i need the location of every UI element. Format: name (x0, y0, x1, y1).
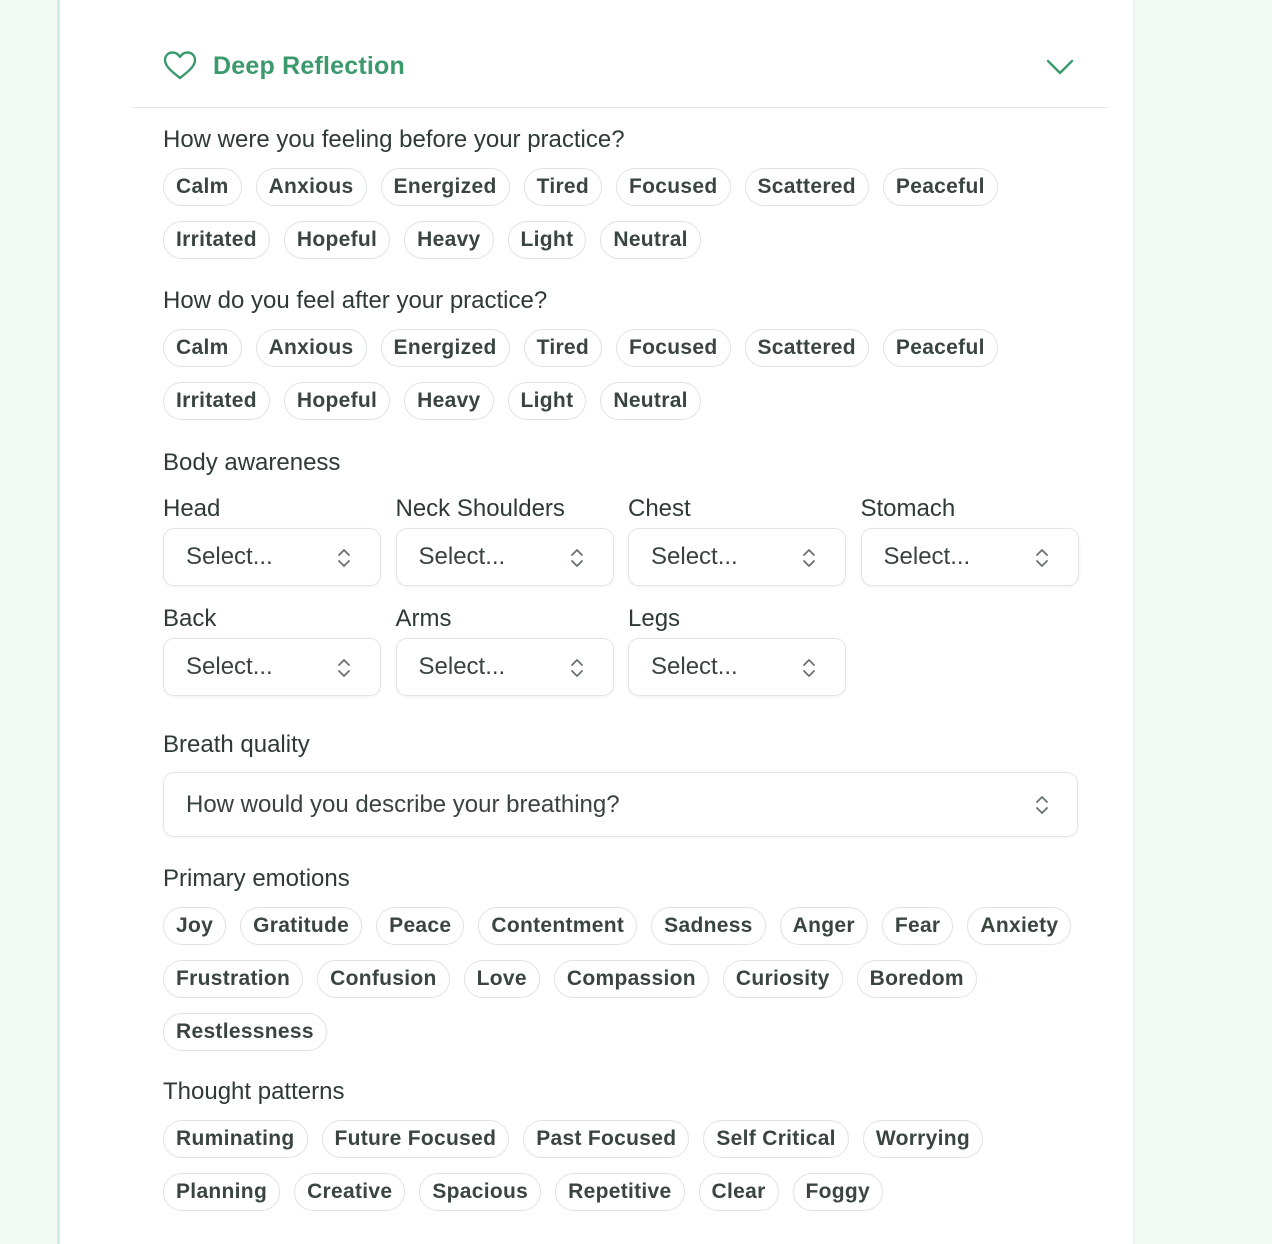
thought-chip[interactable]: Creative (294, 1173, 405, 1211)
body-part-select[interactable] (163, 638, 381, 696)
before-chip[interactable]: Neutral (600, 221, 700, 259)
thought-chip[interactable]: Worrying (863, 1120, 983, 1158)
body-part-label: Head (163, 495, 221, 522)
emotion-chip[interactable]: Love (464, 960, 540, 998)
thought-chip[interactable]: Foggy (793, 1173, 884, 1211)
updown-chevron-icon (336, 658, 352, 678)
before-chip[interactable]: Tired (524, 168, 602, 206)
before-chip-group (163, 168, 1083, 259)
after-chip-group (163, 329, 1083, 420)
after-section (163, 286, 1083, 420)
thought-chip[interactable]: Self Critical (703, 1120, 848, 1158)
body-part-field (163, 606, 381, 696)
before-chip[interactable]: Light (508, 221, 587, 259)
before-chip[interactable]: Focused (616, 168, 730, 206)
after-chip[interactable]: Anxious (256, 329, 367, 367)
chevron-down-icon[interactable] (1045, 58, 1075, 76)
section-header[interactable] (133, 0, 1107, 108)
body-part-select[interactable] (396, 528, 614, 586)
after-chip[interactable]: Heavy (404, 382, 493, 420)
body-part-label: Legs (628, 605, 681, 632)
after-chip[interactable]: Light (508, 382, 587, 420)
updown-chevron-icon (1034, 795, 1050, 815)
emotion-chip[interactable]: Contentment (478, 907, 637, 945)
body-part-select-value: Select... (186, 653, 273, 680)
before-chip[interactable]: Hopeful (284, 221, 390, 259)
updown-chevron-icon (569, 548, 585, 568)
emotion-chip[interactable]: Sadness (651, 907, 765, 945)
body-part-field (163, 496, 381, 586)
heart-outline-icon (163, 51, 197, 81)
after-question: How do you feel after your practice? (163, 287, 548, 314)
updown-chevron-icon (1034, 548, 1050, 568)
body-part-label: Chest (628, 495, 691, 522)
body-part-field (628, 606, 846, 696)
emotion-chip[interactable]: Confusion (317, 960, 450, 998)
body-part-field (861, 496, 1079, 586)
body-part-field (396, 606, 614, 696)
body-part-select[interactable] (628, 638, 846, 696)
before-question: How were you feeling before your practice? (163, 126, 625, 153)
thought-chip[interactable]: Planning (163, 1173, 280, 1211)
body-part-field (628, 496, 846, 586)
emotion-chip[interactable]: Restlessness (163, 1013, 327, 1051)
breath-select-placeholder: How would you describe your breathing? (186, 791, 620, 818)
after-chip[interactable]: Hopeful (284, 382, 390, 420)
thoughts-heading: Thought patterns (163, 1078, 345, 1105)
emotion-chip[interactable]: Fear (882, 907, 954, 945)
emotion-chip[interactable]: Peace (376, 907, 464, 945)
body-part-select-value: Select... (651, 543, 738, 570)
body-part-select-value: Select... (186, 543, 273, 570)
thought-chip[interactable]: Past Focused (523, 1120, 689, 1158)
before-chip[interactable]: Heavy (404, 221, 493, 259)
after-chip[interactable]: Focused (616, 329, 730, 367)
before-section (163, 125, 1083, 259)
breath-section (163, 730, 1083, 837)
after-chip[interactable]: Irritated (163, 382, 270, 420)
body-part-field (396, 496, 614, 586)
emotion-chip[interactable]: Joy (163, 907, 226, 945)
thought-chip-group (163, 1120, 1083, 1211)
breath-select[interactable] (163, 772, 1078, 837)
before-chip[interactable]: Anxious (256, 168, 367, 206)
body-part-select[interactable] (628, 528, 846, 586)
body-awareness-heading: Body awareness (163, 449, 341, 476)
emotions-heading: Primary emotions (163, 865, 350, 892)
body-part-label: Neck Shoulders (395, 495, 565, 522)
after-chip[interactable]: Tired (524, 329, 602, 367)
body-part-select-value: Select... (883, 543, 971, 570)
emotion-chip-group (163, 907, 1083, 1051)
thoughts-section (163, 1077, 1083, 1211)
body-part-select-value: Select... (651, 653, 738, 680)
after-chip[interactable]: Calm (163, 329, 242, 367)
body-part-select-value: Select... (418, 543, 506, 570)
body-part-select[interactable] (861, 528, 1079, 586)
before-chip[interactable]: Energized (381, 168, 510, 206)
body-part-label: Arms (395, 605, 452, 632)
emotion-chip[interactable]: Boredom (857, 960, 977, 998)
emotion-chip[interactable]: Anxiety (967, 907, 1071, 945)
body-part-select-value: Select... (418, 653, 506, 680)
emotion-chip[interactable]: Frustration (163, 960, 303, 998)
thought-chip[interactable]: Clear (699, 1173, 779, 1211)
thought-chip[interactable]: Spacious (419, 1173, 541, 1211)
thought-chip[interactable]: Ruminating (163, 1120, 308, 1158)
emotion-chip[interactable]: Curiosity (723, 960, 843, 998)
after-chip[interactable]: Peaceful (883, 329, 998, 367)
before-chip[interactable]: Scattered (745, 168, 869, 206)
updown-chevron-icon (801, 658, 817, 678)
after-chip[interactable]: Scattered (745, 329, 869, 367)
emotion-chip[interactable]: Anger (780, 907, 868, 945)
emotion-chip[interactable]: Compassion (554, 960, 709, 998)
updown-chevron-icon (336, 548, 352, 568)
body-part-label: Back (163, 605, 217, 632)
body-grid (163, 496, 1083, 696)
after-chip[interactable]: Energized (381, 329, 510, 367)
updown-chevron-icon (801, 548, 817, 568)
thought-chip[interactable]: Repetitive (555, 1173, 684, 1211)
before-chip[interactable]: Calm (163, 168, 242, 206)
before-chip[interactable]: Peaceful (883, 168, 998, 206)
reflection-card (57, 0, 1134, 1244)
breath-heading: Breath quality (163, 731, 310, 758)
body-part-label: Stomach (860, 495, 956, 522)
body-part-select[interactable] (396, 638, 614, 696)
emotion-chip[interactable]: Gratitude (240, 907, 362, 945)
thought-chip[interactable]: Future Focused (322, 1120, 510, 1158)
emotions-section (163, 864, 1083, 1051)
before-chip[interactable]: Irritated (163, 221, 270, 259)
updown-chevron-icon (569, 658, 585, 678)
after-chip[interactable]: Neutral (600, 382, 700, 420)
body-section (163, 448, 1083, 696)
body-part-select[interactable] (163, 528, 381, 586)
section-title: Deep Reflection (213, 52, 405, 80)
